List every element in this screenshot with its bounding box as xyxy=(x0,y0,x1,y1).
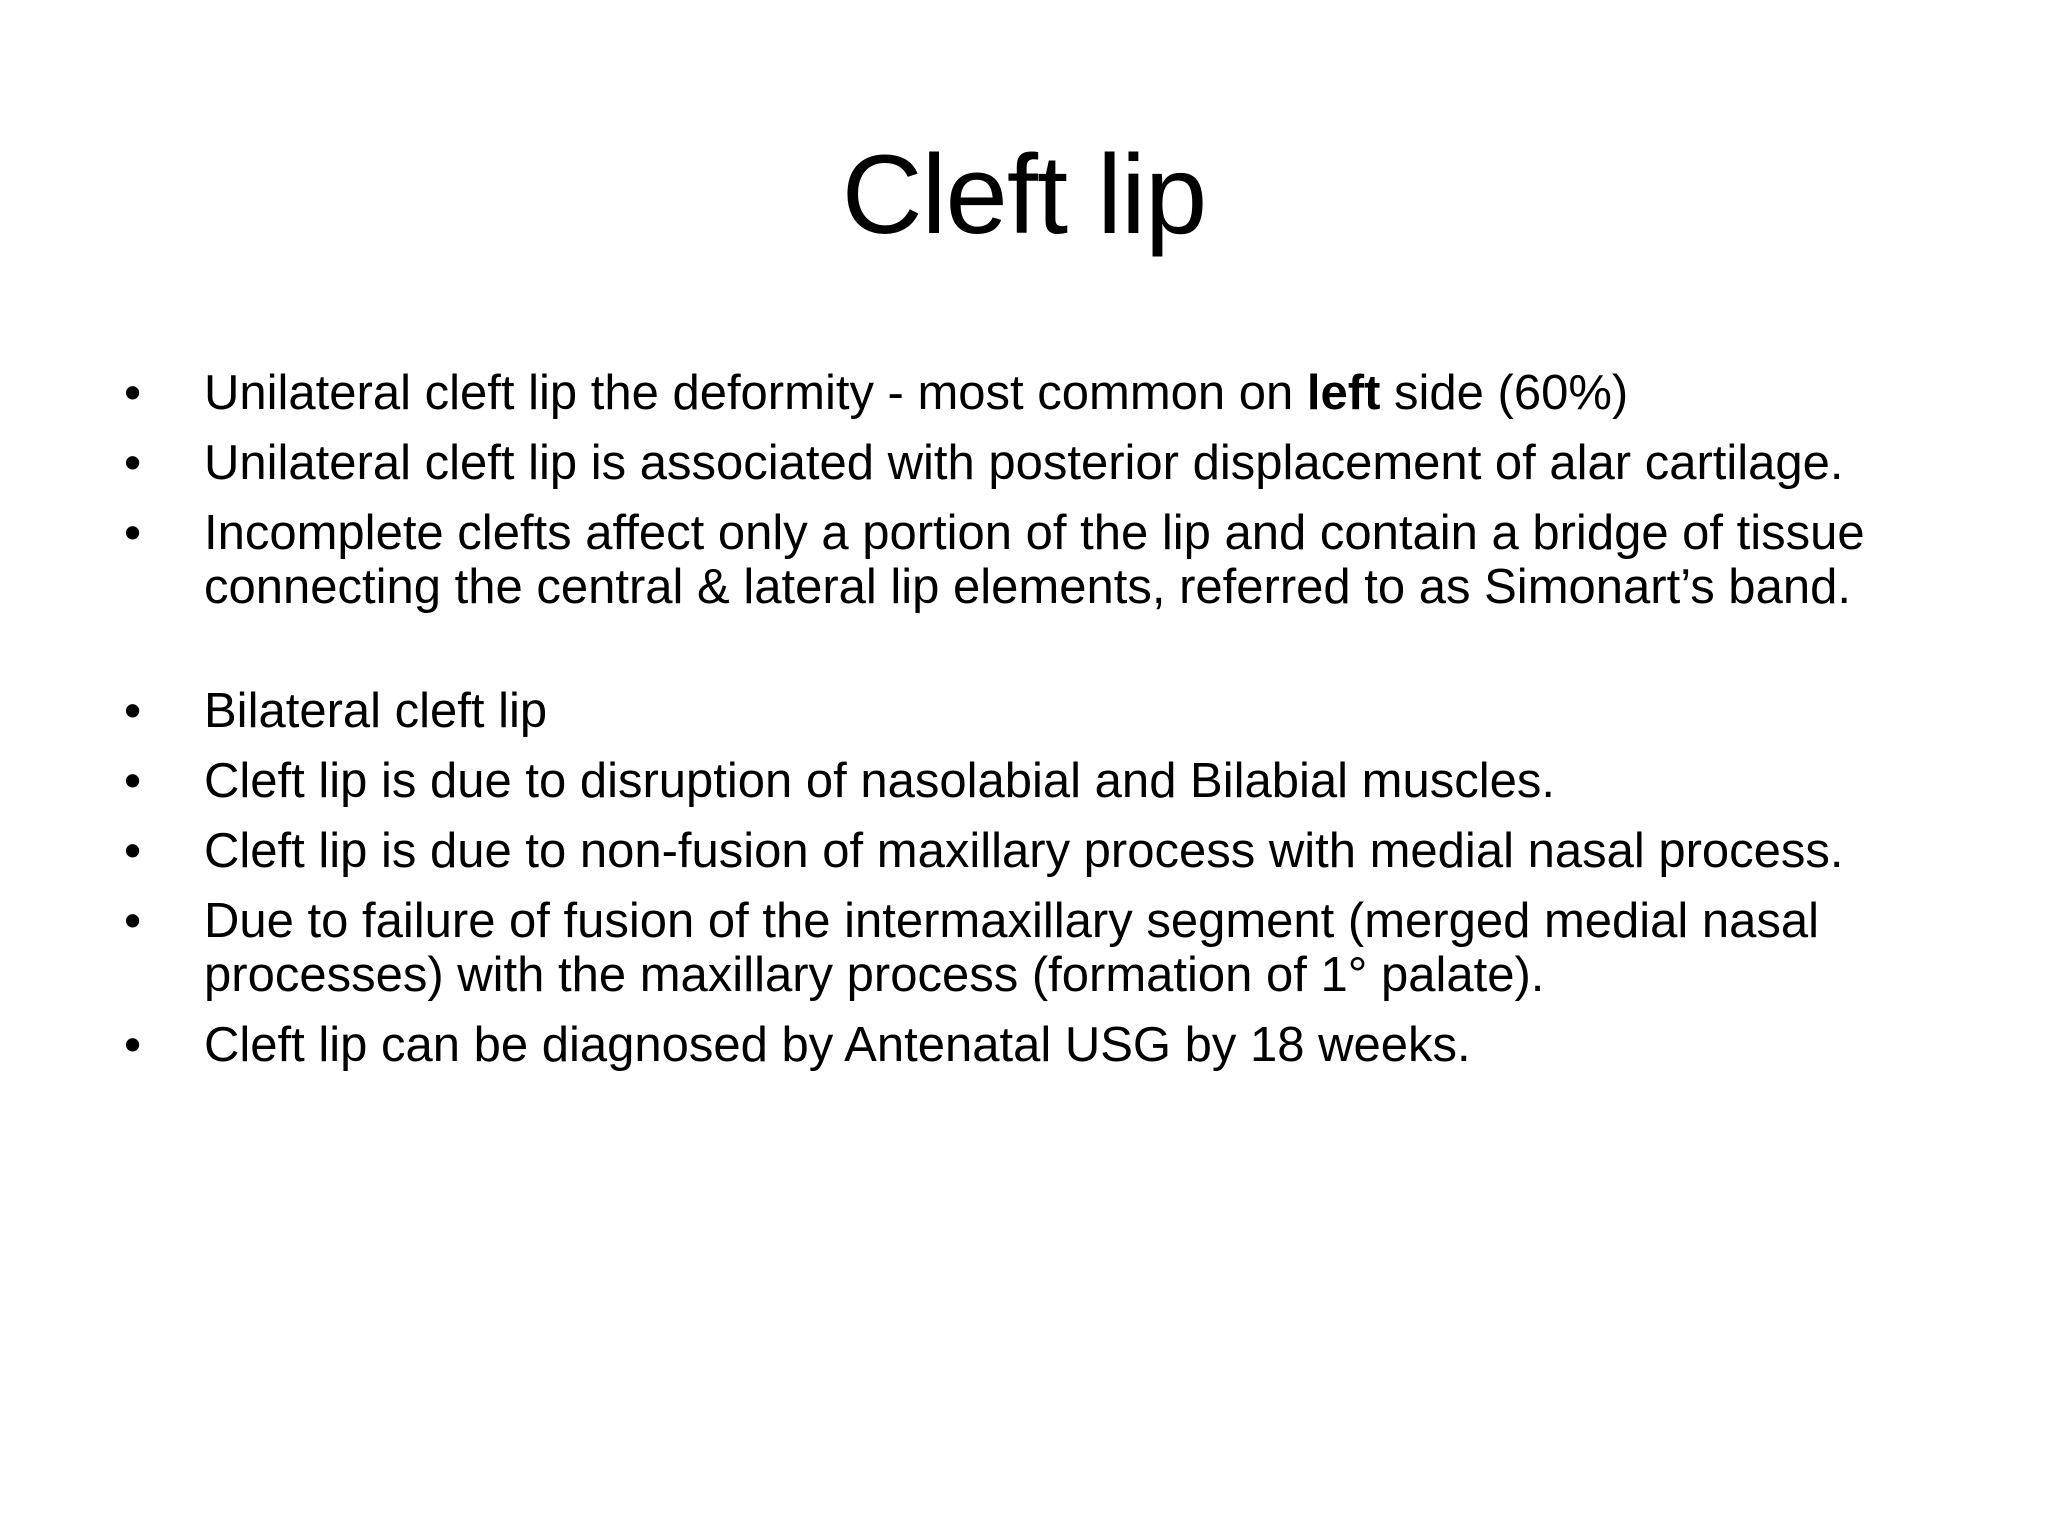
bullet-dot-icon: • xyxy=(124,824,142,878)
bullet-text: Cleft lip can be diagnosed by Antenatal USG by 18 weeks. xyxy=(204,1018,1471,1072)
bullet-item xyxy=(124,684,1944,738)
bullet-item xyxy=(124,1018,1944,1072)
bullet-text-pre: Unilateral cleft lip the deformity - most common on xyxy=(204,366,1307,420)
bullet-text: Cleft lip is due to non-fusion of maxillary process with medial nasal process. xyxy=(204,824,1844,878)
bullet-item xyxy=(124,894,1944,1002)
bullet-dot-icon: • xyxy=(124,1018,142,1072)
bullet-dot-icon: • xyxy=(124,506,142,560)
bullet-item xyxy=(124,506,1944,614)
bullet-item xyxy=(124,754,1944,808)
bullet-text-bold: left xyxy=(1306,366,1381,420)
bullet-item xyxy=(124,436,1944,490)
slide-title: Cleft lip xyxy=(841,132,1207,257)
bullet-text: Bilateral cleft lip xyxy=(204,684,548,738)
bullet-text-post: side (60%) xyxy=(1380,366,1629,420)
bullet-text: Incomplete clefts affect only a portion of the lip and contain a bridge of tissue connecting the central & lateral lip elements, referred to as Simonart’s band. xyxy=(204,506,1865,614)
bullet-item xyxy=(124,366,1944,420)
bullet-list xyxy=(124,366,1944,1088)
bullet-dot-icon: • xyxy=(124,436,142,490)
bullet-text: Cleft lip is due to disruption of nasolabial and Bilabial muscles. xyxy=(204,754,1555,808)
bullet-item xyxy=(124,824,1944,878)
bullet-dot-icon: • xyxy=(124,366,142,420)
bullet-text xyxy=(204,366,1628,420)
bullet-dot-icon: • xyxy=(124,754,142,808)
bullet-dot-icon: • xyxy=(124,894,142,948)
bullet-text: Due to failure of fusion of the intermaxillary segment (merged medial nasal processes) with the maxillary process (formation of 1° palate). xyxy=(204,894,1820,1002)
bullet-dot-icon: • xyxy=(124,684,142,738)
bullet-text: Unilateral cleft lip is associated with posterior displacement of alar cartilage. xyxy=(204,436,1844,490)
